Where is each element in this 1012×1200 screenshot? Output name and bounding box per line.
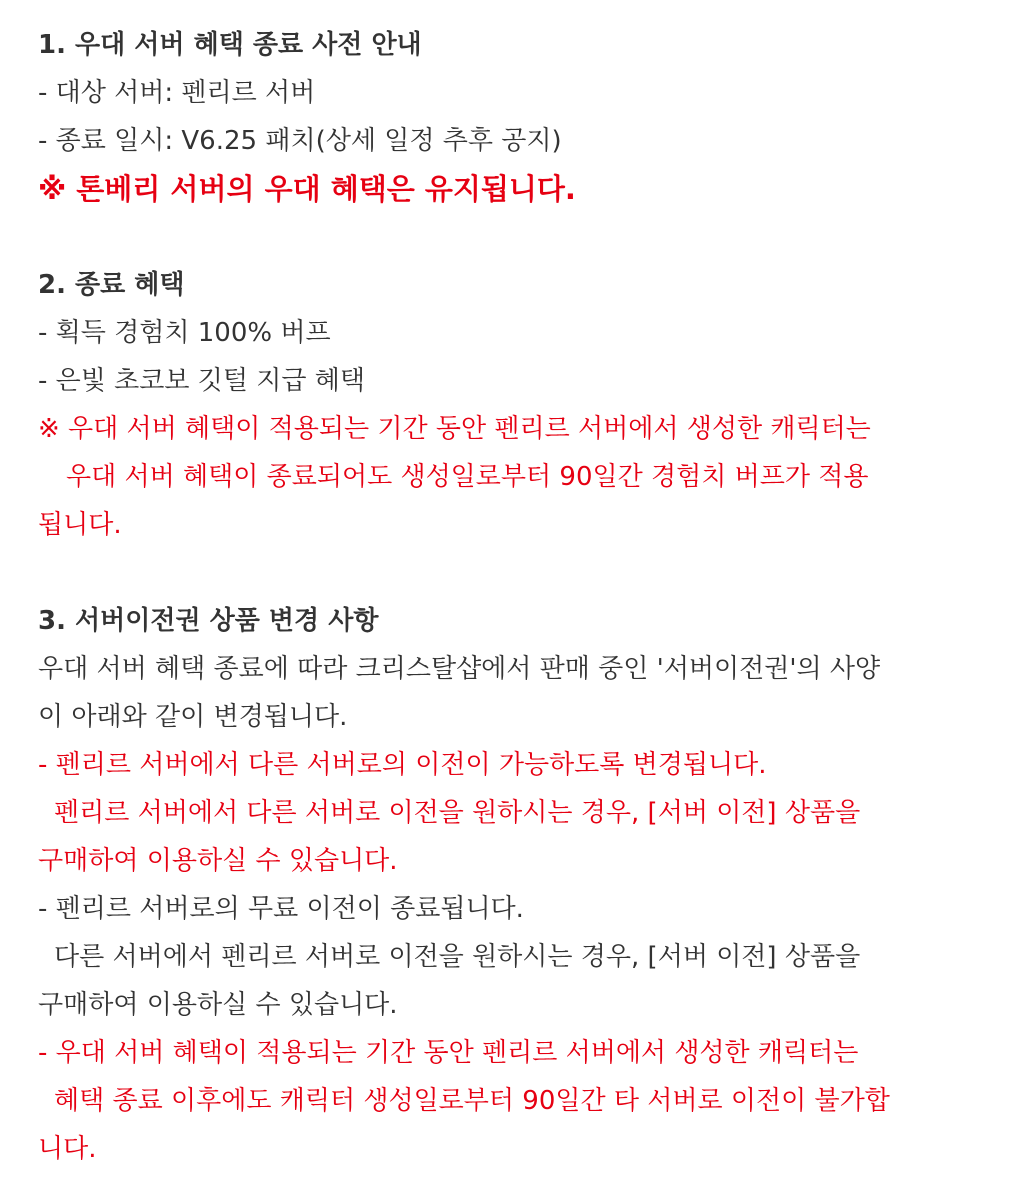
section3-change2-line3: 구매하여 이용하실 수 있습니다. [38,990,398,1020]
section3-change3-line2: 혜택 종료 이후에도 캐릭터 생성일로부터 90일간 타 서버로 이전이 불가합 [54,1086,890,1116]
section2-heading: 2. 종료 혜택 [38,270,185,300]
section3-heading: 3. 서버이전권 상품 변경 사항 [38,606,379,636]
section3-intro-line1: 우대 서버 혜택 종료에 따라 크리스탈샵에서 판매 중인 '서버이전권'의 사양 [38,654,881,684]
section1-target-server: - 대상 서버: 펜리르 서버 [38,78,316,108]
section3-change3-line3: 니다. [38,1134,97,1164]
section3-change1-line2: 펜리르 서버에서 다른 서버로 이전을 원하시는 경우, [서버 이전] 상품을 [54,798,861,828]
section3-change2-line1: - 펜리르 서버로의 무료 이전이 종료됩니다. [38,894,524,924]
section3-change1-line1: - 펜리르 서버에서 다른 서버로의 이전이 가능하도록 변경됩니다. [38,750,767,780]
section3-change2-line2: 다른 서버에서 펜리르 서버로 이전을 원하시는 경우, [서버 이전] 상품을 [54,942,861,972]
section2-benefit-chocobo-feather: - 은빛 초코보 깃털 지급 혜택 [38,366,365,396]
section1-note: ※ 톤베리 서버의 우대 혜택은 유지됩니다. [38,172,576,206]
section1-end-date: - 종료 일시: V6.25 패치(상세 일정 추후 공지) [38,126,562,156]
section3-change3-line1: - 우대 서버 혜택이 적용되는 기간 동안 펜리르 서버에서 생성한 캐릭터는 [38,1038,859,1068]
section2-note-line2: 우대 서버 혜택이 종료되어도 생성일로부터 90일간 경험치 버프가 적용 [66,462,869,492]
section2-benefit-exp-buff: - 획득 경험치 100% 버프 [38,318,331,348]
section3-intro-line2: 이 아래와 같이 변경됩니다. [38,702,348,732]
section2-note-line3: 됩니다. [38,510,122,540]
section2-note-line1: ※ 우대 서버 혜택이 적용되는 기간 동안 펜리르 서버에서 생성한 캐릭터는 [38,414,871,444]
section3-change1-line3: 구매하여 이용하실 수 있습니다. [38,846,398,876]
section1-heading: 1. 우대 서버 혜택 종료 사전 안내 [38,30,422,60]
